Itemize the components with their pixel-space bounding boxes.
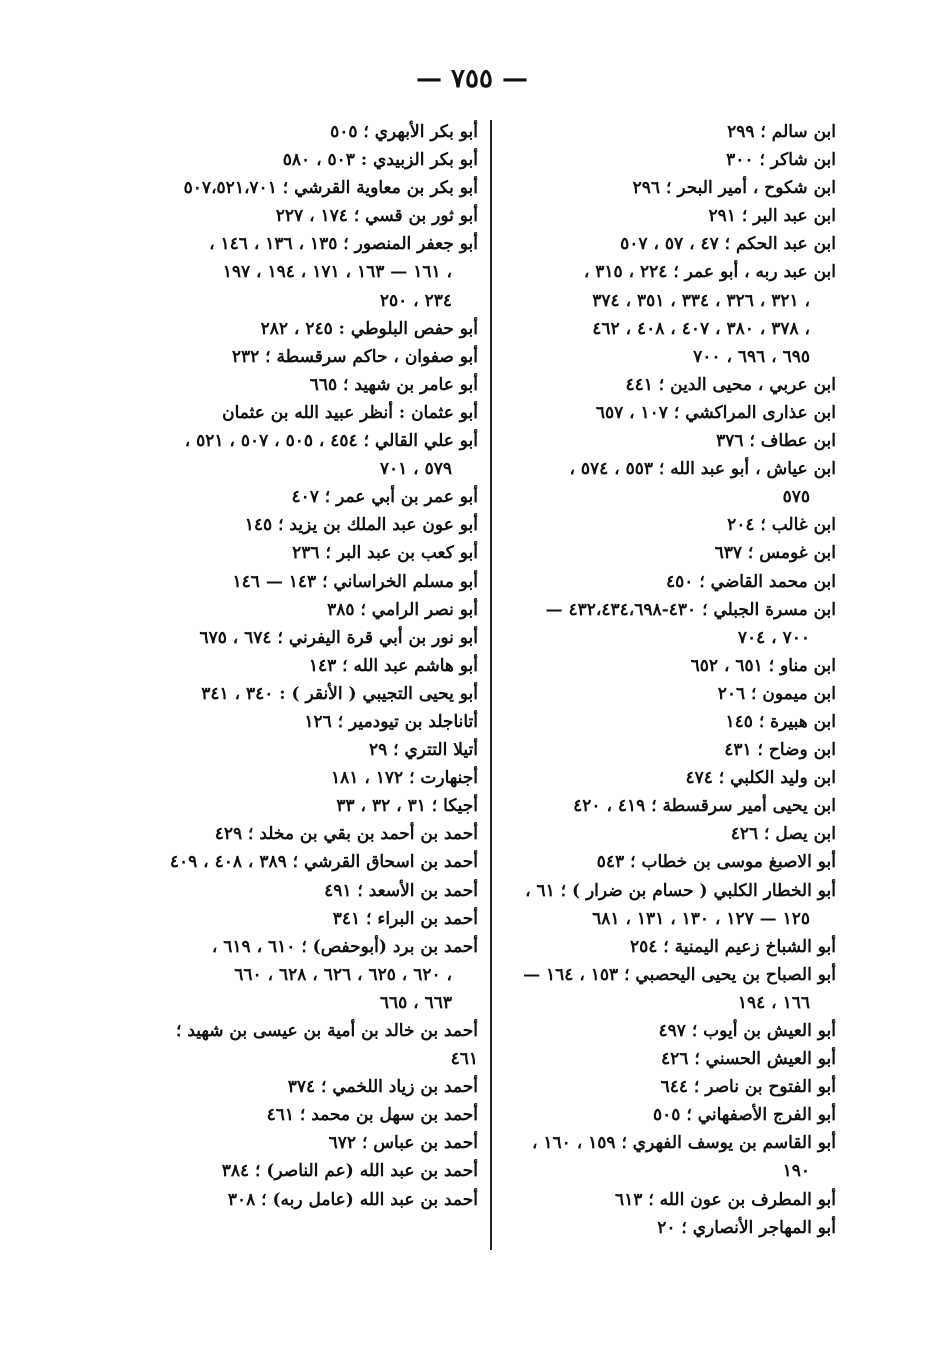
- index-entry: ابن وضاح ؛ ٤٣١: [724, 740, 836, 761]
- column-divider: [490, 120, 492, 1250]
- index-entry: ٦٢٠ ، ٦٢٥ ، ٦٢٦ ، ٦٢٨ ، ٦٦٠ ،: [234, 964, 452, 985]
- index-entry: أبو العيش الحسني ؛ ٤٢٦: [661, 1049, 836, 1070]
- index-entry: ابن عربي ، محيى الدين ؛ ٤٤١: [625, 374, 836, 395]
- index-entry: أبو صفوان ، حاكم سرقسطة ؛ ٢٣٢: [231, 346, 478, 367]
- index-entry: ابن سالم ؛ ٢٩٩: [727, 122, 836, 142]
- index-entry: ٦٦٣ ، ٦٦٥: [379, 992, 452, 1013]
- index-entry: أبو الخطار الكلبي ( حسام بن ضرار ) ؛ ٦١ ،: [525, 880, 836, 901]
- index-entry: ١٩٠: [782, 1161, 810, 1182]
- index-entry: ابن عطاف ؛ ٣٧٦: [716, 431, 836, 452]
- index-entry: أبو مسلم الخراساني ؛ ١٤٣ — ١٤٦: [232, 571, 478, 592]
- index-entry: أبو كعب بن عبد البر ؛ ٢٣٦: [292, 543, 478, 564]
- index-entry: أبو يحيى التجيبي ( الأنقر ) : ٣٤٠ ، ٣٤١: [201, 683, 478, 704]
- index-entry: أحمد بن سهل بن محمد ؛ ٤٦١: [266, 1105, 478, 1126]
- index-entry: أبو نصر الرامي ؛ ٣٨٥: [327, 599, 478, 620]
- index-entry: ابن يحيى أمير سرقسطة ؛ ٤١٩ ، ٤٢٠: [573, 796, 836, 817]
- index-entry: ٢٣٤ ، ٢٥٠: [379, 290, 452, 311]
- index-entry: ابن شاكر ؛ ٣٠٠: [726, 150, 836, 171]
- index-entry: أبو جعفر المنصور ؛ ١٣٥ ، ١٣٦ ، ١٤٦ ،: [209, 234, 478, 255]
- index-entry: ابن مسرة الجبلي ؛ ٤٣٠-٤٣٢،٤٣٤،٦٩٨ —: [545, 599, 836, 620]
- index-entry: أبو حفص البلوطي : ٢٤٥ ، ٢٨٢: [260, 318, 478, 339]
- index-entry: ٣٢١ ، ٣٢٦ ، ٣٣٤ ، ٣٥١ ، ٣٧٤ ،: [592, 290, 810, 311]
- index-entry: ابن هبيرة ؛ ١٤٥: [725, 711, 836, 732]
- index-entry: ٣٧٨ ، ٣٨٠ ، ٤٠٧ ، ٤٠٨ ، ٤٦٢ ،: [592, 318, 810, 339]
- index-entry: أبو علي القالي ؛ ٤٥٤ ، ٥٠٥ ، ٥٠٧ ، ٥٢١ ،: [184, 431, 478, 452]
- index-entry: ابن عبد ربه ، أبو عمر ؛ ٢٢٤ ، ٣١٥ ،: [583, 262, 836, 283]
- index-entry: أحمد بن عبد الله (عم الناصر) ؛ ٣٨٤: [221, 1161, 478, 1182]
- index-entry: ابن ميمون ؛ ٢٠٦: [717, 683, 836, 704]
- index-entry: ٦٩٥ ، ٦٩٦ ، ٧٠٠: [693, 346, 810, 367]
- index-entry: ابن عبد الحكم ؛ ٤٧ ، ٥٧ ، ٥٠٧: [620, 234, 836, 255]
- index-entry: أبو العيش بن أيوب ؛ ٤٩٧: [658, 1021, 836, 1041]
- index-entry: أبو عون عبد الملك بن يزيد ؛ ١٤٥: [244, 515, 478, 536]
- index-entry: أحمد بن عبد الله (عامل ربه) ؛ ٣٠٨: [227, 1189, 478, 1210]
- index-entry: أبو الشباخ زعيم اليمنية ؛ ٢٥٤: [629, 936, 836, 957]
- index-entry: ابن مناو ؛ ٦٥١ ، ٦٥٢: [690, 655, 836, 676]
- index-column-right: [506, 118, 836, 1242]
- index-entry: ابن عبد البر ؛ ٢٩١: [708, 206, 836, 227]
- index-entry: أبو الفتوح بن ناصر ؛ ٦٤٤: [660, 1077, 836, 1098]
- index-entry: أجيكا ؛ ٣١ ، ٣٢ ، ٣٣: [336, 796, 478, 817]
- index-entry: أجنهارت ؛ ١٧٢ ، ١٨١: [331, 768, 478, 789]
- index-entry: أتيلا التتري ؛ ٢٩: [368, 740, 478, 761]
- index-entry: ابن وليد الكلبي ؛ ٤٧٤: [685, 768, 836, 789]
- index-entry: أبو بكر الزبيدي : ٥٠٣ ، ٥٨٠: [282, 150, 478, 171]
- index-entry: ١٦٦ ، ١٩٤: [737, 992, 810, 1013]
- index-entry: أبو عامر بن شهيد ؛ ٦٦٥: [309, 374, 478, 395]
- index-entry: ابن عياش ، أبو عبد الله ؛ ٥٥٣ ، ٥٧٤ ،: [569, 459, 836, 480]
- index-entry: ١٦١ — ١٦٣ ، ١٧١ ، ١٩٤ ، ١٩٧ ،: [222, 262, 452, 283]
- index-entry: أبو عثمان : أنظر عبيد الله بن عثمان: [222, 402, 478, 423]
- index-entry: ٧٠٠ ، ٧٠٤: [737, 627, 810, 648]
- index-column-left: [146, 118, 478, 1214]
- index-entry: أبو المطرف بن عون الله ؛ ٦١٣: [615, 1189, 836, 1210]
- index-entry: ١٢٥ — ١٢٧ ، ١٣٠ ، ١٣١ ، ٦٨١: [592, 908, 810, 929]
- index-entry: أحمد بن اسحاق القرشي ؛ ٣٨٩ ، ٤٠٨ ، ٤٠٩: [169, 852, 478, 873]
- index-entry: أبو بكر بن معاوية القرشي ؛ ٥٠٧،٥٢١،٧٠١: [183, 178, 478, 199]
- index-entry: أتاناجلد بن تيودمير ؛ ١٢٦: [304, 711, 478, 732]
- index-entry: أبو بكر الأبهري ؛ ٥٠٥: [330, 122, 478, 142]
- index-entry: أبو هاشم عبد الله ؛ ١٤٣: [308, 655, 478, 676]
- index-entry: أبو الصباح بن يحيى اليحصبي ؛ ١٥٣ ، ١٦٤ —: [523, 964, 836, 985]
- index-entry: أبو الفرج الأصفهاني ؛ ٥٠٥: [653, 1105, 836, 1126]
- index-entry: أبو القاسم بن يوسف الفهري ؛ ١٥٩ ، ١٦٠ ،: [532, 1133, 836, 1154]
- index-entry: أبو ثور بن قسي ؛ ١٧٤ ، ٢٢٧: [275, 206, 478, 227]
- index-entry: أبو نور بن أبي قرة اليفرني ؛ ٦٧٤ ، ٦٧٥: [199, 627, 478, 648]
- index-entry: أحمد بن البراء ؛ ٣٤١: [332, 908, 478, 929]
- index-entry: أبو الاصبغ موسى بن خطاب ؛ ٥٤٣: [596, 852, 836, 873]
- index-entry: أبو المهاجر الأنصاري ؛ ٢٠: [657, 1217, 836, 1238]
- index-entry: أحمد بن خالد بن أمية بن عيسى بن شهيد ؛ ٤٦١: [170, 1021, 478, 1070]
- index-entry: ابن غالب ؛ ٢٠٤: [727, 515, 836, 536]
- page-number: — ٧٥٥ —: [415, 64, 529, 94]
- index-entry: ٥٧٩ ، ٧٠١: [379, 459, 452, 480]
- index-entry: أبو عمر بن أبي عمر ؛ ٤٠٧: [291, 487, 478, 508]
- index-entry: أحمد بن برد (أبوحفص) ؛ ٦١٠ ، ٦١٩ ،: [211, 936, 478, 957]
- index-entry: ٥٧٥: [782, 487, 810, 508]
- index-entry: ابن يصل ؛ ٤٢٦: [730, 824, 836, 845]
- index-entry: أحمد بن الأسعد ؛ ٤٩١: [324, 880, 478, 901]
- index-entry: ابن غومس ؛ ٦٣٧: [714, 543, 836, 564]
- index-entry: ابن شكوح ، أمير البحر ؛ ٢٩٦: [632, 178, 836, 199]
- index-entry: أحمد بن عباس ؛ ٦٧٢: [328, 1133, 478, 1154]
- index-entry: أحمد بن زياد اللخمي ؛ ٣٧٤: [287, 1077, 478, 1098]
- index-entry: أحمد بن أحمد بن بقي بن مخلد ؛ ٤٢٩: [214, 824, 478, 845]
- index-entry: ابن محمد القاضي ؛ ٤٥٠: [666, 571, 836, 592]
- index-entry: ابن عذارى المراكشي ؛ ١٠٧ ، ٦٥٧: [595, 402, 836, 423]
